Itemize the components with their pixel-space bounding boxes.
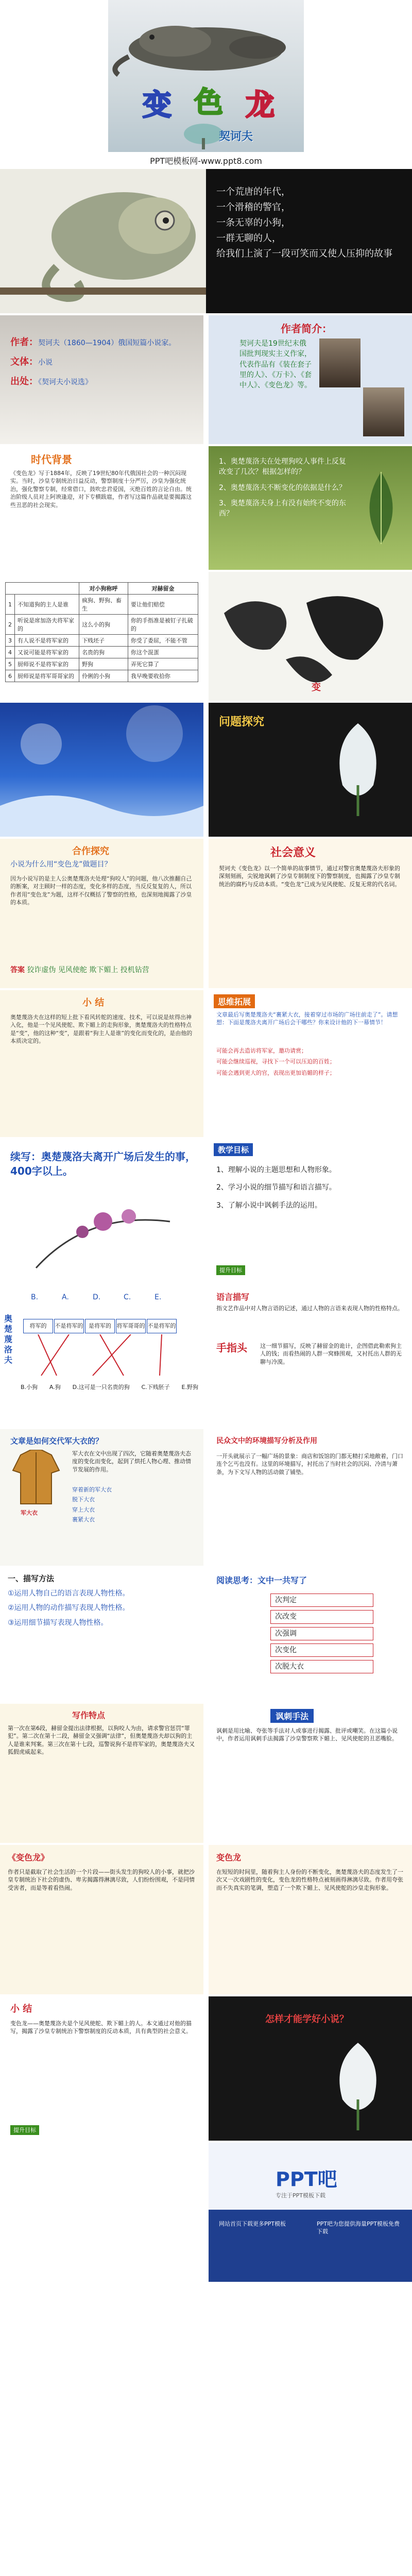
flower-illustration: [0, 703, 203, 837]
ppt-col-2: PPT吧为您提供海量PPT模板免费下载: [317, 2221, 400, 2235]
coat-heading: 文章是如何交代军大衣的？: [10, 1436, 104, 1446]
goals-heading: 教学目标: [214, 1143, 253, 1156]
diagram-bottom-item: B.小狗: [21, 1384, 38, 1391]
table-cell: 这么小的狗: [79, 615, 128, 635]
diagram-cell: 不是将军的: [54, 1319, 84, 1333]
questions-list: [219, 456, 353, 519]
question-2: 2、奥楚蔑洛夫不断变化的依据是什么？: [219, 483, 346, 492]
environment-title: 民众文中的环境描写分析及作用: [216, 1437, 317, 1445]
table-cell: 我早晚要收拾你: [128, 670, 198, 682]
method-item: ①运用人物自己的语言表现人物性格。: [8, 1589, 130, 1598]
table-cell: 你受了委屈，不能不管: [128, 635, 198, 647]
goals-list: [216, 1165, 404, 1211]
summary-heading: 小 结: [82, 997, 105, 1008]
diagram-arrows: [0, 1334, 203, 1386]
ending-text: 怎样才能学好小说？: [265, 2014, 349, 2025]
table-header-row: [6, 583, 198, 595]
table-cell: 厨师说是将军哥哥家的: [15, 670, 79, 682]
method-heading: 一、描写方法: [8, 1574, 55, 1583]
tip-text-2: 这一细节描写，反映了赫留金的诡计，企图借此勒索狗主人的钱；而看热闹的人群一窝蜂围观，又衬托出人群的无聊与冷漠。: [260, 1343, 402, 1365]
reading-item: 次强调: [270, 1627, 373, 1640]
title-slide: [108, 0, 304, 152]
table-cell: 厨师说不是将军家的: [15, 658, 79, 670]
table-cell: 下贱坯子: [79, 635, 128, 647]
background-slide: [0, 446, 203, 570]
intro-line-4: 一群无聊的人，: [216, 233, 281, 244]
intro-line-3: 一条无辜的小狗，: [216, 217, 290, 228]
lizard-illustration: [108, 0, 304, 77]
irony-body: 讽刺是用比喻、夸张等手法对人或事进行揭露、批评或嘲笑。在这篇小说中，作者运用讽刺手法揭露了沙皇警察欺下媚上、见风使舵的丑恶嘴脸。: [216, 1727, 398, 1742]
judgement-table: [5, 582, 198, 682]
site-caption: PPT吧模板网-www.ppt8.com: [150, 156, 262, 166]
genre-row: [10, 355, 196, 369]
last-summary-body: 变色龙——奥楚蔑洛夫是个见风使舵、欺下媚上的人。本文通过对他的描写，揭露了沙皇专制统治下警察制度的反动本质，具有典型的社会意义。: [10, 2020, 192, 2035]
quiz-item-3: 可能会遇到更大的官，表现出更加谄媚的样子；: [216, 1069, 335, 1076]
ppt-blue-bar: [209, 2210, 412, 2282]
table-cell: 3: [6, 635, 15, 647]
ppt-col-1: 网站首页下载更多PPT模板: [219, 2221, 286, 2227]
table-cell: 5: [6, 658, 15, 670]
table-cell: 名贵的狗: [79, 647, 128, 658]
table-row: [6, 647, 198, 658]
author-card-slide: [0, 315, 203, 444]
question-wave-slide: [0, 703, 203, 837]
reading-item: 次脱大衣: [270, 1660, 373, 1673]
diagram-bottom-row: [21, 1383, 198, 1391]
quiz-slide: [209, 990, 412, 1137]
features-body: 第一次在第6段，赫留金提出法律根据，以狗咬人为由，请求警官惩罚“罪犯”。第二次在第十二段，赫留金又强调“法律”，但奥楚蔑洛夫却以狗的主人是谁来判案。第三次在第十七段，巡警说狗不是将军家的，奥楚蔑洛夫又狐假虎威起来。: [8, 1725, 195, 1756]
diagram-letter: C.: [124, 1293, 131, 1301]
answer-value: 狡诈虚伪 见风使舵 欺下媚上 投机钻营: [27, 966, 149, 974]
diagram-left-label: 奥楚蔑洛夫: [4, 1314, 13, 1365]
coat-item: 裹紧大衣: [72, 1516, 95, 1523]
ppt-logo: PPT吧: [276, 2168, 337, 2191]
answer-label: 答案: [10, 966, 25, 974]
intro-text-body: 作者只是截取了社会生活的一个片段——街头发生的狗咬人的小事，就把沙皇专制统治下社会的虚伪、卑劣揭露得淋漓尽致，人们纷纷围观，不是同情受害者，而是等着看热闹。: [8, 1869, 195, 1891]
coat-items: [72, 1486, 196, 1524]
coat-item: 穿上大衣: [72, 1506, 95, 1513]
coat-caption: 军大衣: [21, 1510, 38, 1516]
title-meaning-question: 小说为什么用“变色龙”做题目？: [10, 860, 112, 869]
table-row: [6, 635, 198, 647]
intro-text-block: [216, 184, 402, 262]
table-row: [6, 595, 198, 615]
title-meaning-body: 因为小说写的是主人公奥楚蔑洛夫处理“狗咬人”的问题，他八次推翻自己的断案，对主顾时一样的态度，变化多样的态度，当反反复复的人，所以作者用“变色龙”为题，这样不仅概括了警察的性格，也深刻地揭露了沙皇的本质。: [10, 875, 192, 906]
probe-heading: 问题探究: [219, 716, 265, 728]
table-row: [6, 658, 198, 670]
question-1: 1、奥楚蔑洛夫在处理狗咬人事件上反复改变了几次？根据怎样的？: [219, 457, 346, 477]
lily-illustration-2: [312, 2032, 404, 2136]
ppt-subtitle: 专注于PPT模板下载: [276, 2192, 325, 2199]
intro-line-5: 给我们上演了一段可笑而又使人压抑的故事: [216, 248, 392, 259]
moral-heading: 变色龙: [216, 1853, 242, 1862]
author-label: 作者：: [10, 337, 38, 348]
author-intro-body: 契诃夫是19世纪末俄国批判现实主义作家，代表作品有《装在套子里的人》、《万卡》、《套中人》、《变色龙》等。: [239, 340, 312, 390]
moral-slide: [209, 1845, 412, 1994]
goal-item-3: 3、了解小说中讽刺手法的运用。: [216, 1201, 322, 1210]
social-heading: 社会意义: [270, 846, 316, 859]
coat-item: 脱下大衣: [72, 1496, 95, 1503]
goal-item-1: 1、理解小说的主题思想和人物形象。: [216, 1166, 336, 1174]
quiz-intro: 文章最后写奥楚蔑洛夫“裹紧大衣，接着穿过市场的广场往前走了”。请想想：下面是蔑洛夫离开广场后会干哪些？你来设计他的下一幕情节！: [216, 1011, 398, 1026]
table-row: [6, 670, 198, 682]
irony-heading: 讽刺手法: [270, 1709, 314, 1723]
diagram-bottom-item: A.狗: [49, 1384, 61, 1391]
table-cell: 又说可能是将军家的: [15, 647, 79, 658]
diagram-letter: D.: [93, 1293, 101, 1301]
diagram-slide: [0, 1283, 203, 1427]
author-portrait-2: [363, 387, 404, 436]
answer-row: [10, 965, 196, 975]
background-heading: 时代背景: [31, 453, 72, 466]
ppt-brand-panel: [209, 2143, 412, 2282]
teach-goals-slide: [209, 1139, 412, 1281]
intro-slide: [0, 169, 412, 313]
problem-probe-slide: [209, 703, 412, 837]
environment-body: 一开头就展示了一幅广场的景象：商店和饭馆的门都无精打采地敞着，门口连个乞丐也没有。这里的环境描写，衬托出了当时社会的沉闷、冷清与萧条，为下文写人物的活动做了铺垫。: [216, 1453, 403, 1476]
author-intro-slide: [209, 315, 412, 444]
table-cell: 要让他们赔偿: [128, 595, 198, 615]
reading-heading: 阅读思考：文中一共写了: [216, 1575, 307, 1585]
intro-line-2: 一个滑稽的警官，: [216, 202, 290, 213]
reading-item: 次判定: [270, 1594, 373, 1607]
intro-text-heading: 《变色龙》: [8, 1853, 49, 1862]
genre-value: 小说: [38, 359, 53, 367]
quiz-heading: 思维拓展: [214, 994, 255, 1008]
table-cell: 听说是席加洛夫将军家的: [15, 615, 79, 635]
irony-slide: [209, 1704, 412, 1843]
coat-slide: [0, 1429, 203, 1566]
table-cell: 不知道狗的主人是谁: [15, 595, 79, 615]
genre-label: 文体：: [10, 357, 38, 368]
question-3: 3、奥楚蔑洛夫身上有没有始终不变的东西？: [219, 499, 346, 518]
moral-body: 在短短的时间里，随着狗主人身份的不断变化，奥楚蔑洛夫的态度发生了一次又一次戏剧性的变化，变色龙的性格特点被刻画得淋漓尽致。作者用夸张而不失真实的笔调，塑造了一个欺下媚上、见风使舵的沙皇走狗形象。: [216, 1869, 403, 1891]
diagram-letter: E.: [154, 1293, 162, 1301]
last-summary-heading: 小 结: [10, 2004, 32, 2014]
diagram-cell: 不是将军的: [147, 1319, 177, 1333]
table-header: 对小狗称呼: [79, 583, 128, 595]
title-char-3: 龙: [246, 89, 274, 122]
goal-item-2: 2、学习小说的细节描写和语言描写。: [216, 1183, 336, 1192]
social-body: 契诃夫《变色龙》以一个简单的故事情节，通过对警官奥楚蔑洛夫形象的深刻刻画，尖锐地讽刺了沙皇专制制度下的警察制度，也揭露了沙皇专制统治的腐朽与反动本质。“变色龙”已成为见风使舵、反复无常的代名词。: [219, 865, 401, 888]
summary-body: 奥楚蔑洛夫在这样的短上批下看风转舵的速度、技术，可以说是炫得出神入化，他是一个见风使舵、欺下媚上的走狗形象，奥楚蔑洛夫的性格特点是“变”，他的这种“变”，是跟着“狗主人是谁”的变化而变化的，是由他的本质决定的。: [10, 1014, 193, 1045]
title-meaning-heading: 合作探究: [72, 846, 109, 857]
method-slide: [0, 1568, 203, 1702]
write-text: 续写：奥楚蔑洛夫离开广场后发生的事，400字以上。: [10, 1150, 196, 1177]
qa-slide: [209, 572, 412, 701]
write-slide: [0, 1139, 203, 1281]
diagram-cell: 是将军的: [85, 1319, 115, 1333]
table-slide: [0, 572, 203, 701]
social-meaning-slide: [209, 839, 412, 988]
background-body: 《变色龙》写于1884年，反映了19世纪80年代俄国社会的一种沉闷现实。当时，沙皇专制统治日益反动，警察制度十分严厉，沙皇为强化统治，强化警察专制，经常借口，鼓吹忠君爱国，灭绝百姓的言论自由。统治阶级人员对上阿谀逢迎，对下专横跋扈，作者写这篇作品就是要揭露这些丑恶的社会现实。: [10, 470, 192, 509]
table-header: [6, 583, 79, 595]
source-label: 出处：: [10, 376, 38, 387]
table-cell: 2: [6, 615, 15, 635]
title-char-2: 色: [194, 86, 223, 120]
orchid-illustration: [26, 1191, 180, 1273]
title-char-1: 变: [143, 89, 171, 122]
table-cell: 6: [6, 670, 15, 682]
quiz-item-1: 可能会再去造访将军家，邀功请赏；: [216, 1047, 307, 1054]
author-intro-heading: 作者简介：: [281, 323, 332, 335]
features-slide: [0, 1704, 203, 1843]
diagram-cell: 将军的: [23, 1319, 53, 1333]
table-cell: 疯狗、野狗、畜生: [79, 595, 128, 615]
table-cell: 弄死它算了: [128, 658, 198, 670]
reading-item: 次改变: [270, 1610, 373, 1623]
summary-slide: [0, 990, 203, 1137]
table-cell: 1: [6, 595, 15, 615]
questions-slide: [209, 446, 412, 570]
author-row: [10, 336, 196, 349]
table-cell: 有人说不是将军家的: [15, 635, 79, 647]
features-heading: 写作特点: [72, 1710, 106, 1720]
table-cell: 4: [6, 647, 15, 658]
table-cell: 你的手指准是被钉子扎破的: [128, 615, 198, 635]
diagram-letter: A.: [62, 1293, 69, 1301]
ending-slide: [209, 1996, 412, 2141]
qa-note: 变: [312, 682, 321, 693]
coat-icon: [10, 1450, 62, 1506]
ppt-brand-slide: [0, 2143, 412, 2576]
intro-line-1: 一个荒唐的年代，: [216, 187, 290, 197]
table-cell: 野狗: [79, 658, 128, 670]
tip-slide: [209, 1283, 412, 1427]
table-cell: 你这个混蛋: [128, 647, 198, 658]
diagram-bottom-item: D.这可是一只名贵的狗: [72, 1384, 130, 1391]
reading-items: [270, 1594, 373, 1673]
method-item: ③运用细节描写表现人物性格。: [8, 1618, 108, 1627]
environment-slide: [209, 1429, 412, 1566]
method-items: [8, 1588, 196, 1628]
source-value: 《契诃夫小说选》: [38, 378, 92, 387]
last-summary-tag: 提升目标: [10, 2125, 39, 2135]
table-cell: 伶俐的小狗: [79, 670, 128, 682]
coat-intro: 军大衣在文中出现了四次，它随着奥楚蔑洛夫态度的变化而变化，起到了烘托人物心理、推动情节发展的作用。: [72, 1450, 191, 1473]
title-meaning-slide: [0, 839, 203, 988]
intro-text-slide: [0, 1845, 203, 1994]
world-map-illustration: [209, 572, 412, 701]
diagram-bottom-item: C.下贱胚子: [141, 1384, 170, 1391]
diagram-letter: B.: [31, 1293, 39, 1301]
author-portrait-1: [319, 338, 360, 387]
coat-item: 穿着新的军大衣: [72, 1486, 112, 1493]
method-item: ②运用人物的动作描写表现人物性格。: [8, 1604, 130, 1613]
title-author: 契诃夫: [219, 130, 253, 143]
author-value: 契诃夫（1860—1904）俄国短篇小说家。: [38, 339, 176, 347]
goals-tag: 提升目标: [216, 1265, 245, 1275]
quiz-items: [216, 1047, 404, 1077]
leaf-icon: [353, 467, 409, 549]
table-header: 对赫留金: [128, 583, 198, 595]
table-row: [6, 615, 198, 635]
tip-heading-2: 手指头: [216, 1342, 247, 1354]
tip-heading-1: 语言描写: [216, 1292, 250, 1302]
reading-slide: [209, 1568, 412, 1702]
diagram-cell: 将军哥哥的: [116, 1319, 146, 1333]
diagram-bottom-item: E.野狗: [181, 1384, 198, 1391]
quiz-item-2: 可能会继续巡视，寻找下一个可以压迫的百姓；: [216, 1058, 335, 1065]
source-row: [10, 375, 196, 388]
chameleon-illustration: [0, 169, 206, 313]
tip-text-1: 指文艺作品中对人物言语的记述，通过人物的言语来表现人物的性格特点。: [216, 1305, 403, 1312]
lily-illustration: [306, 713, 409, 826]
reading-item: 次变化: [270, 1643, 373, 1657]
last-summary-slide: [0, 1996, 203, 2141]
